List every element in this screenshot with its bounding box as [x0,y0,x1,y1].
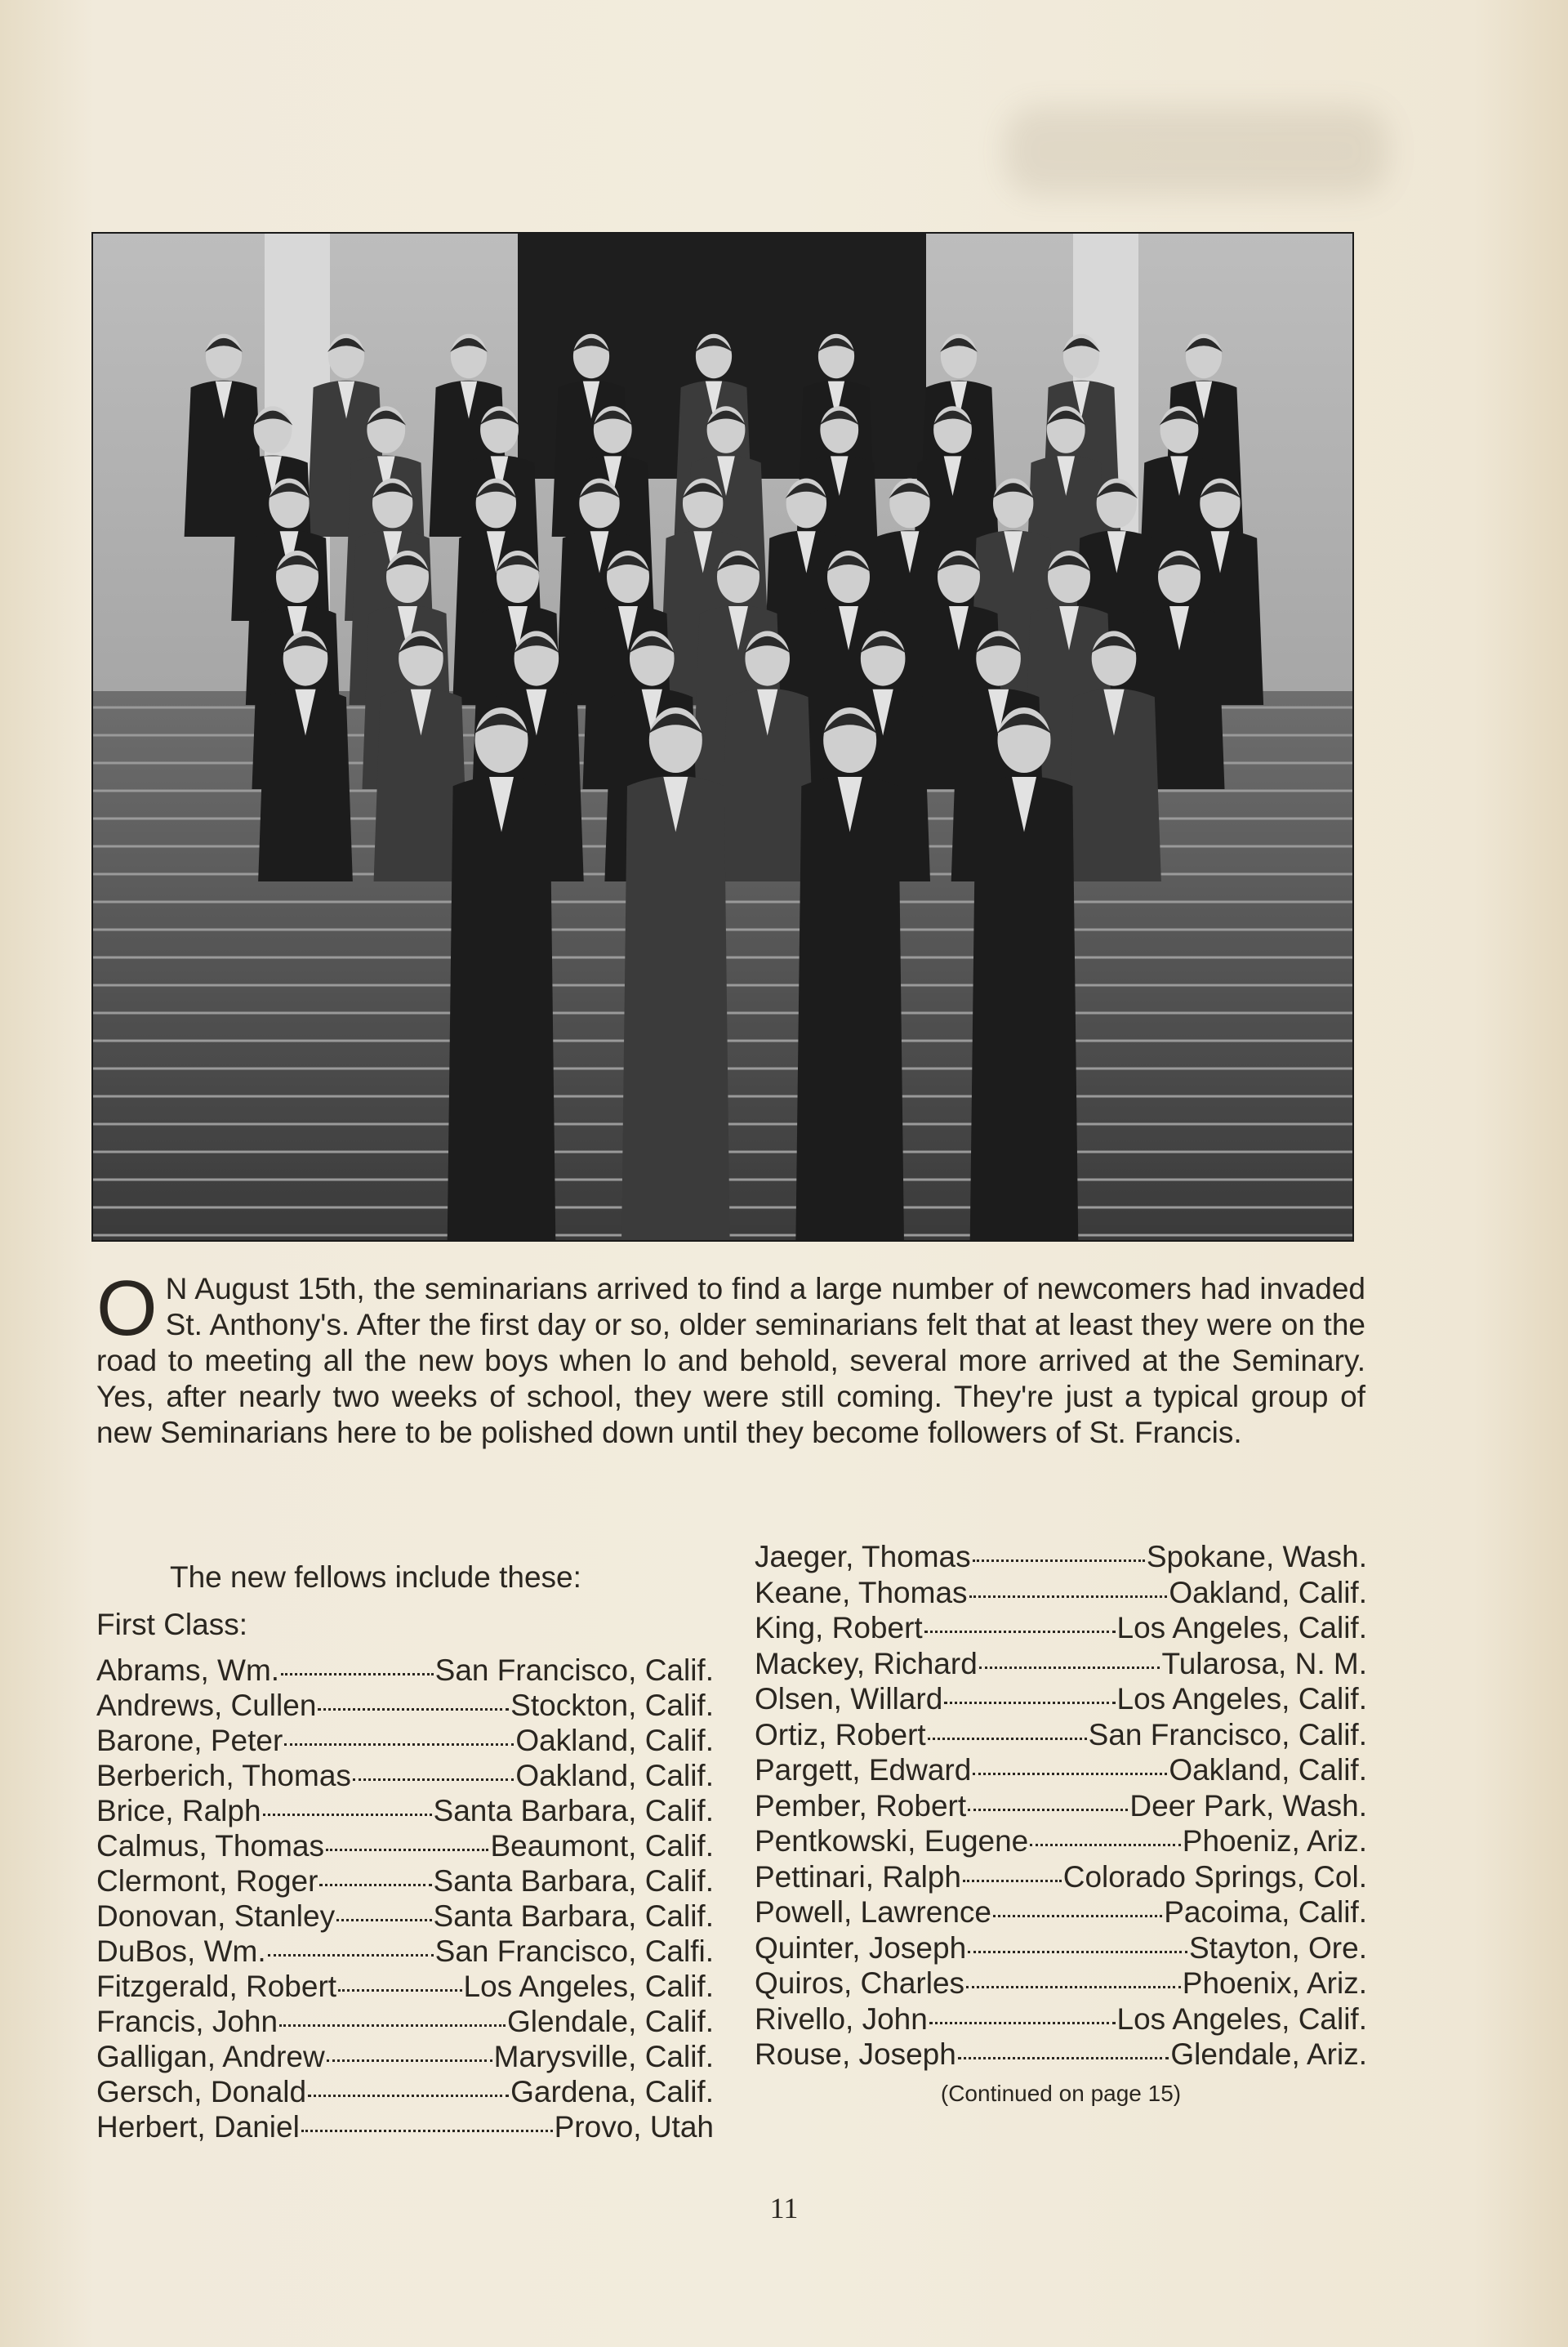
list-item [755,1681,1367,1717]
list-item [96,1969,714,2004]
student-name: Powell, Lawrence [755,1895,991,1929]
hometown: San Francisco, Calif. [1088,1717,1367,1751]
list-item [755,2037,1367,2073]
leader-dots [327,2059,492,2062]
list-item [755,1788,1367,1824]
hometown: Oakland, Calif. [1169,1575,1367,1609]
roster-right-list [755,1539,1367,2073]
hometown: Oakland, Calif. [515,1759,714,1792]
roster-left-list [96,1653,714,2144]
list-item [755,1894,1367,1930]
leader-dots [279,2024,506,2027]
list-item [755,1646,1367,1682]
list-item [755,1717,1367,1753]
list-item [96,1828,714,1863]
list-item [96,1653,714,1688]
leader-dots [301,2130,553,2132]
leader-dots [319,1884,431,1886]
list-item [755,1930,1367,1966]
leader-dots [928,1738,1087,1740]
hometown: Santa Barbara, Calif. [433,1864,714,1898]
leader-dots [944,1702,1115,1704]
student-name: Olsen, Willard [755,1682,943,1716]
leader-dots [924,1631,1116,1633]
hometown: San Francisco, Calfi. [434,1934,714,1968]
hometown: Glendale, Calif. [507,2005,714,2038]
hometown: Beaumont, Calif. [490,1829,714,1863]
leader-dots [308,2095,509,2097]
student-name: Donovan, Stanley [96,1899,336,1933]
drop-cap: O [96,1265,158,1352]
student-name: Quiros, Charles [755,1966,965,2000]
hometown: Phoenix, Ariz. [1182,1966,1367,2000]
leader-dots [1030,1844,1181,1846]
hometown: Spokane, Wash. [1146,1540,1367,1573]
page-number: 11 [769,2192,799,2224]
leader-dots [979,1667,1160,1669]
student-name: Galligan, Andrew [96,2040,325,2073]
student-name: Pargett, Edward [755,1753,972,1787]
leader-dots [263,1814,432,1816]
student-name: DuBos, Wm. [96,1934,266,1968]
class-heading: First Class: [96,1608,247,1641]
group-photo-seminarians-icon [93,234,1352,1240]
student-name: Pember, Robert [755,1788,967,1823]
leader-dots [958,2057,1169,2059]
hometown: Los Angeles, Calif. [1116,1611,1367,1644]
list-item [755,2001,1367,2037]
list-item [755,1823,1367,1859]
hometown: Gardena, Calif. [510,2075,714,2108]
list-item [755,1539,1367,1575]
leader-dots [318,1708,509,1711]
hometown: Los Angeles, Calif. [1116,2001,1367,2036]
hometown: Los Angeles, Calif. [1116,1682,1367,1716]
student-name: Andrews, Cullen [96,1689,317,1722]
student-name: Brice, Ralph [96,1794,261,1827]
list-item [96,2109,714,2144]
student-name: Berberich, Thomas [96,1759,351,1792]
hometown: Colorado Springs, Col. [1062,1859,1367,1894]
list-item [755,1966,1367,2001]
intro-text: N August 15th, the seminarians arrived to find a large number of newcomers had invaded St. Anthony's. After the first day or so, older seminarians felt that at least they were on the road to meeting all the new boys when lo and behold, several more arrived at the Seminary. Yes, after nearly two weeks of school, they were still coming. They're just a typical group of new Seminarians here to be polished down until they become followers of St. Francis. [96,1272,1365,1449]
hometown: Santa Barbara, Calif. [433,1794,714,1827]
student-name: Abrams, Wm. [96,1653,280,1687]
list-item [96,1758,714,1793]
leader-dots [973,1773,1167,1775]
student-name: Mackey, Richard [755,1646,978,1680]
list-item [96,2039,714,2074]
hometown: Stockton, Calif. [510,1689,714,1722]
list-item [755,1610,1367,1646]
list-item [755,1859,1367,1895]
student-name: Herbert, Daniel [96,2110,300,2144]
hometown: Deer Park, Wash. [1129,1788,1367,1823]
hometown: Oakland, Calif. [515,1724,714,1757]
list-item [96,2004,714,2039]
student-name: Clermont, Roger [96,1864,318,1898]
student-name: Calmus, Thomas [96,1829,324,1863]
student-name: Francis, John [96,2005,278,2038]
list-item [755,1575,1367,1611]
student-name: Ortiz, Robert [755,1717,926,1751]
leader-dots [284,1743,514,1746]
leader-dots [968,1951,1187,1953]
student-name: Quinter, Joseph [755,1930,967,1965]
leader-dots [966,1986,1181,1988]
list-item [96,1899,714,1934]
roster-left-column [96,1553,714,2144]
student-name: King, Robert [755,1611,923,1644]
list-item [96,2074,714,2109]
intro-paragraph [96,1265,1365,1451]
student-name: Pentkowski, Eugene [755,1824,1029,1858]
hometown: Provo, Utah [554,2110,714,2144]
leader-dots [968,1809,1128,1811]
continued-note: (Continued on page 15) [940,2080,1182,2106]
hometown: Santa Barbara, Calif. [433,1899,714,1933]
hometown: Pacoima, Calif. [1164,1895,1367,1929]
leader-dots [993,1915,1162,1917]
hometown: Oakland, Calif. [1169,1753,1367,1787]
student-name: Pettinari, Ralph [755,1859,961,1894]
hometown: Phoeniz, Ariz. [1182,1824,1367,1858]
leader-dots [338,1989,461,1992]
list-item [96,1723,714,1758]
student-name: Fitzgerald, Robert [96,1970,337,2003]
student-name: Keane, Thomas [755,1575,968,1609]
hometown: Tularosa, N. M. [1161,1646,1367,1680]
student-name: Jaeger, Thomas [755,1540,971,1573]
student-name: Barone, Peter [96,1724,283,1757]
leader-dots [963,1880,1062,1882]
student-name: Rouse, Joseph [755,2037,956,2071]
paper-stain [1004,106,1388,196]
leader-dots [969,1595,1168,1598]
hometown: Glendale, Ariz. [1170,2037,1367,2071]
leader-dots [973,1559,1145,1562]
roster-lead: The new fellows include these: [170,1560,581,1594]
list-item [96,1688,714,1723]
list-item [96,1793,714,1828]
leader-dots [336,1919,431,1921]
roster-right-column [755,1539,1367,2108]
leader-dots [268,1954,434,1957]
group-photo [91,232,1354,1242]
student-name: Gersch, Donald [96,2075,307,2108]
leader-dots [353,1778,514,1781]
hometown: San Francisco, Calif. [434,1653,714,1687]
hometown: Stayton, Ore. [1189,1930,1367,1965]
leader-dots [929,2022,1116,2024]
leader-dots [326,1849,489,1851]
list-item [96,1934,714,1969]
leader-dots [281,1673,434,1675]
hometown: Marysville, Calif. [493,2040,714,2073]
student-name: Rivello, John [755,2001,928,2036]
list-item [755,1752,1367,1788]
hometown: Los Angeles, Calif. [463,1970,714,2003]
list-item [96,1863,714,1899]
